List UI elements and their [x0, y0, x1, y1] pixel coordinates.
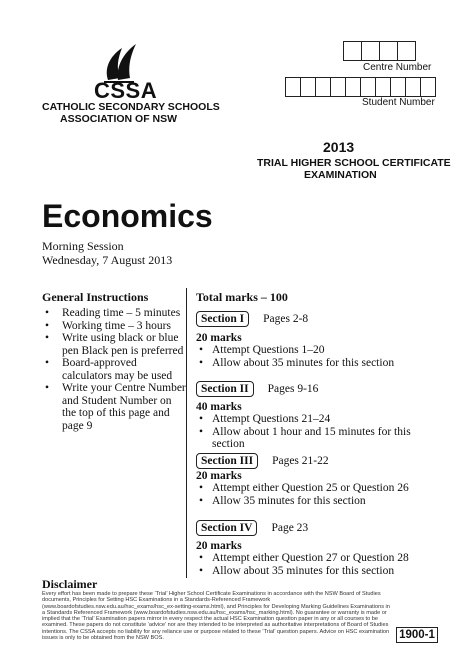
student-digit-box[interactable] [390, 77, 405, 97]
student-digit-box[interactable] [375, 77, 390, 97]
section-marks: 20 marks [196, 332, 242, 344]
session-name: Morning Session [42, 239, 124, 253]
instruction-item: • Reading time – 5 minutes [42, 307, 187, 320]
subject-title: Economics [42, 198, 213, 234]
instruction-item: • Write your Centre Number and Student Number on the top of this page and page 9 [42, 382, 187, 432]
session-date: Wednesday, 7 August 2013 [42, 253, 173, 267]
student-digit-box[interactable] [405, 77, 420, 97]
section-1-bullets [196, 344, 436, 369]
section-tag: Section III [196, 453, 258, 469]
centre-digit-box[interactable] [343, 41, 361, 61]
section-tag: Section I [196, 311, 249, 327]
section-pages: Pages 21-22 [272, 455, 329, 467]
section-bullet: • Attempt Questions 1–20 [196, 344, 436, 357]
section-3-bullets [196, 482, 436, 507]
section-tag: Section IV [196, 520, 257, 536]
logo-text: CSSA [94, 78, 158, 103]
centre-number-label: Centre Number [363, 62, 432, 73]
student-digit-box[interactable] [300, 77, 315, 97]
section-bullet: • Allow about 35 minutes for this section [196, 565, 436, 578]
section-4-bullets [196, 552, 436, 577]
centre-digit-box[interactable] [379, 41, 397, 61]
exam-year: 2013 [323, 139, 355, 155]
centre-digit-box[interactable] [361, 41, 379, 61]
instruction-item: • Working time – 3 hours [42, 320, 187, 333]
general-instructions-title: General Instructions [42, 290, 149, 304]
section-marks: 20 marks [196, 540, 242, 552]
section-marks: 40 marks [196, 401, 242, 413]
student-number-label: Student Number [362, 97, 435, 108]
org-name-line-2: ASSOCIATION OF NSW [60, 113, 178, 125]
section-bullet: • Attempt either Question 27 or Question 28 [196, 552, 436, 565]
centre-digit-box[interactable] [397, 41, 416, 61]
section-pages: Pages 9-16 [267, 383, 319, 395]
student-digit-box[interactable] [420, 77, 436, 97]
section-3-header [196, 451, 329, 469]
student-digit-box[interactable] [345, 77, 360, 97]
student-digit-box[interactable] [360, 77, 375, 97]
section-1-header [196, 309, 308, 327]
student-digit-box[interactable] [285, 77, 300, 97]
exam-title-line-2: EXAMINATION [304, 169, 377, 181]
disclaimer-text: Every effort has been made to prepare these ‘Trial’ Higher School Certificate Examinations in accordance with the NSW Board of Studies documents, Principles for Setting HSC Examinations in a Standards-Referenced Framework (www.boardofstudies.nsw.edu.au/hsc_exams/hsc_ex-setting-exams.html), and Principles for Developing Marking Guidelines Examinations in a Standards Referenced Framework (www.boardofstudies.nsw.edu.au/hsc_exams/hsc_marking.html). No guarantee or warranty is made or implied that the ‘Trial’ Examination papers mirror in every respect the actual HSC Examination question paper in any or all courses to be examined. These papers do not constitute ‘advice’ nor are they intended to be interpreted as authoritative interpretations of Board of Studies intentions. The CSSA accepts no liability for any reliance use or purpose related to these ‘Trial’ question papers. Advice on HSC examination issues is only to be obtained from the NSW BOS. [42, 591, 390, 642]
session-info [42, 239, 172, 267]
student-number-boxes[interactable] [285, 77, 436, 97]
column-divider [186, 288, 187, 578]
instruction-item: • Board-approved calculators may be used [42, 357, 187, 382]
general-instructions-list [42, 307, 187, 432]
section-pages: Pages 2-8 [263, 313, 309, 325]
total-marks: Total marks – 100 [196, 290, 288, 304]
paper-code: 1900-1 [396, 627, 438, 643]
section-bullet: • Attempt either Question 25 or Question 26 [196, 482, 436, 495]
section-2-bullets [196, 413, 436, 451]
exam-title-line-1: TRIAL HIGHER SCHOOL CERTIFICATE [257, 157, 451, 169]
section-bullet: • Allow about 1 hour and 15 minutes for this section [196, 426, 436, 451]
section-4-header [196, 518, 308, 536]
section-tag: Section II [196, 381, 254, 397]
centre-number-boxes[interactable] [343, 41, 416, 61]
section-2-header [196, 379, 318, 397]
org-name-line-1: CATHOLIC SECONDARY SCHOOLS [42, 101, 220, 113]
section-bullet: • Attempt Questions 21–24 [196, 413, 436, 426]
section-bullet: • Allow about 35 minutes for this section [196, 357, 436, 370]
section-pages: Page 23 [271, 522, 309, 534]
instruction-item: • Write using black or blue pen Black pen is preferred [42, 332, 187, 357]
student-digit-box[interactable] [315, 77, 330, 97]
section-bullet: • Allow 35 minutes for this section [196, 495, 436, 508]
disclaimer-title: Disclaimer [42, 577, 98, 591]
student-digit-box[interactable] [330, 77, 345, 97]
section-marks: 20 marks [196, 470, 242, 482]
